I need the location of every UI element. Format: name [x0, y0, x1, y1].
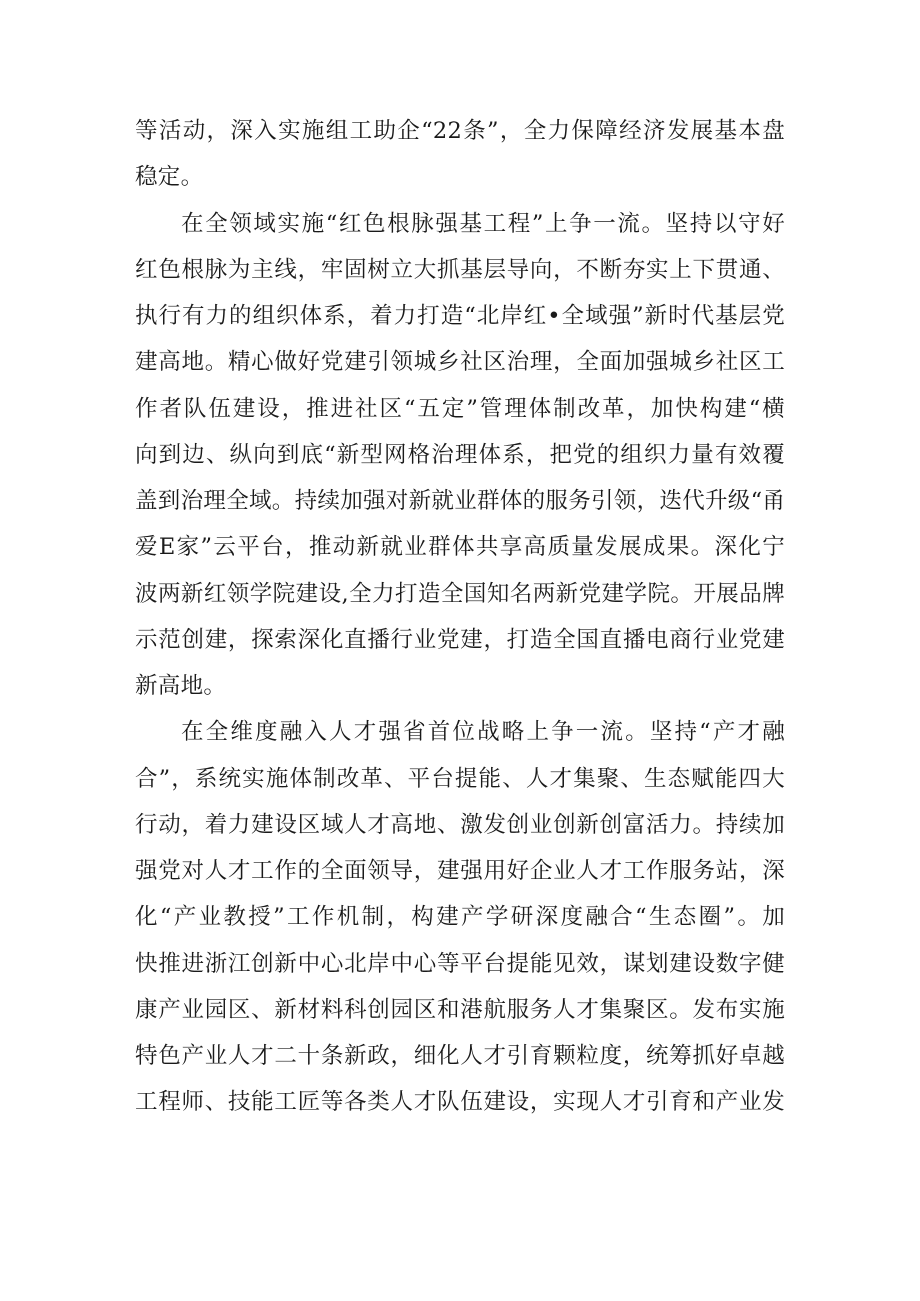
text-line: 特色产业人才二十条新政，细化人才引育颗粒度，统筹抓好卓越: [135, 1043, 785, 1069]
text-line: 化“产业教授”工作机制，构建产学研深度融合“生态圈”。加: [135, 904, 785, 931]
text-line: 工程师、技能工匠等各类人才队伍建设，实现人才引育和产业发: [135, 1089, 785, 1116]
text-line: 等活动，深入实施组工助企“22条”，全力保障经济发展基本盘: [135, 118, 785, 144]
text-line: 新高地。: [135, 673, 227, 699]
body-text: [135, 108, 785, 1126]
text-line: 康产业园区、新材料科创园区和港航服务人才集聚区。发布实施: [135, 996, 785, 1023]
text-line: 红色根脉为主线，牢固树立大抓基层导向，不断夯实上下贯通、: [135, 256, 785, 283]
text-line: 执行有力的组织体系，着力打造“北岸红•全域强”新时代基层党: [135, 303, 785, 329]
text-line: 强党对人才工作的全面领导，建强用好企业人才工作服务站，深: [135, 858, 785, 884]
text-line: 合”，系统实施体制改革、平台提能、人才集聚、生态赋能四大: [135, 765, 785, 792]
text-line: 在全领域实施“红色根脉强基工程”上争一流。坚持以守好: [181, 210, 785, 237]
text-line: 快推进浙江创新中心北岸中心等平台提能见效，谋划建设数字健: [135, 950, 785, 977]
text-line: 爱E家”云平台，推动新就业群体共享高质量发展成果。深化宁: [135, 534, 785, 561]
text-line: 波两新红领学院建设,全力打造全国知名两新党建学院。开展品牌: [135, 580, 785, 607]
text-line: 稳定。: [135, 164, 204, 191]
text-line: 盖到治理全域。持续加强对新就业群体的服务引领，迭代升级“甬: [135, 488, 786, 514]
text-line: 示范创建，探索深化直播行业党建，打造全国直播电商行业党建: [135, 626, 785, 653]
text-line: 在全维度融入人才强省首位战略上争一流。坚持“产才融: [181, 719, 785, 746]
text-line: 向到边、纵向到底“新型网格治理体系，把党的组织力量有效覆: [135, 441, 785, 468]
text-line: 行动，着力建设区域人才高地、激发创业创新创富活力。持续加: [135, 811, 785, 838]
text-line: 建高地。精心做好党建引领城乡社区治理，全面加强城乡社区工: [135, 349, 785, 376]
text-line: 作者队伍建设，推进社区“五定”管理体制改革，加快构建“横: [135, 395, 785, 422]
